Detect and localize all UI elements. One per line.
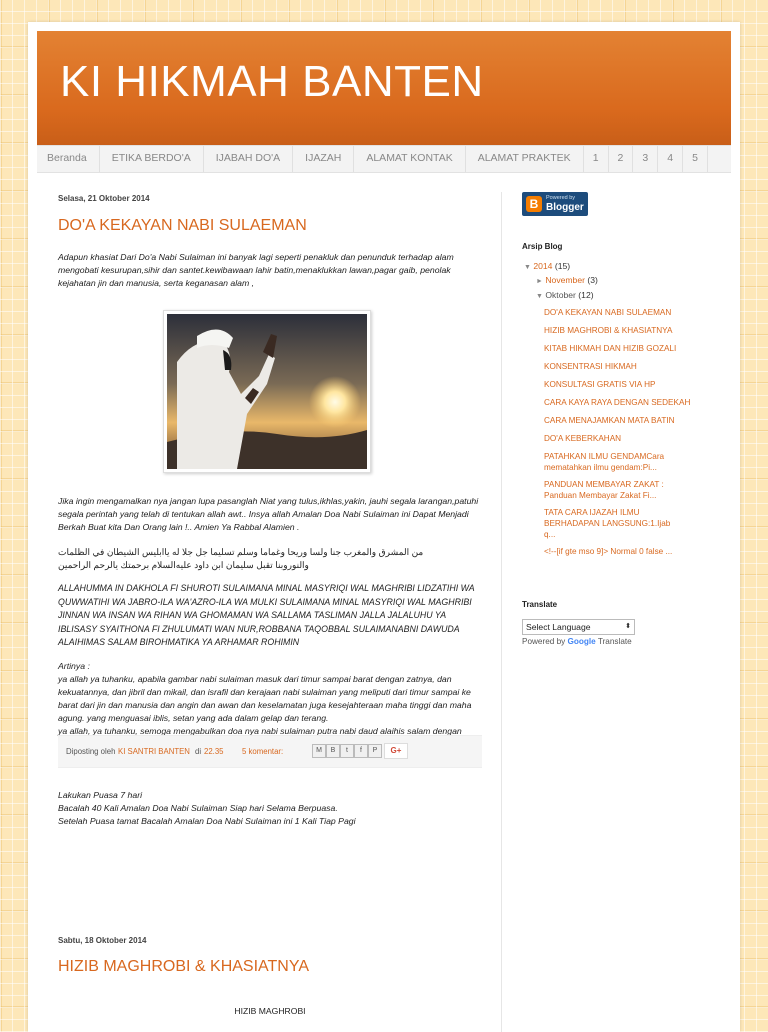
post-2-date: Sabtu, 18 Oktober 2014 [58,936,147,945]
tab-alamat-kontak[interactable]: ALAMAT KONTAK [354,146,465,172]
column-divider [501,192,502,1032]
dropdown-arrows-icon: ⬍ [625,623,631,630]
puasa-line-3: Setelah Puasa tamat Bacalah Amalan Doa Nabi Sulaiman ini 1 Kali Tiap Pagi [58,815,356,826]
powered-by-blogger-badge[interactable] [522,192,588,216]
powered-by-small: Powered by [546,195,576,201]
facebook-share-icon[interactable]: f [354,744,368,758]
translate-title: Translate [522,600,558,609]
google-logo-text[interactable]: Google [567,637,596,646]
archive-title: Arsip Blog [522,242,563,251]
archive-november[interactable]: November [545,275,585,285]
archive-november-count: (3) [587,275,598,285]
post-footer [58,735,482,768]
tab-page-5[interactable]: 5 [683,146,708,172]
tab-ijazah[interactable]: IJAZAH [293,146,354,172]
tab-etika-berdoa[interactable]: ETIKA BERDO'A [100,146,204,172]
arabic-line-2: والنوروبنا تقبل سليمان ابن داود عليه‌السلام برحمتك يالرحم الراحمين [58,560,309,570]
tab-page-2[interactable]: 2 [609,146,634,172]
archive-post-link[interactable]: PANDUAN MEMBAYAR ZAKAT : Panduan Membayar Zakat Fi... [544,480,664,500]
sidebar [522,192,722,649]
translate-word[interactable]: Translate [597,637,632,646]
archive-post-link[interactable]: DO'A KEKAYAN NABI SULAEMAN [544,308,672,317]
archive-post-link[interactable]: DO'A KEBERKAHAN [544,434,622,443]
post-image-frame[interactable] [163,310,371,473]
post-title[interactable]: DO'A KEKAYAN NABI SULAEMAN [58,217,307,234]
tab-page-1[interactable]: 1 [584,146,609,172]
post-paragraph-2: Jika ingin mengamalkan nya jangan lupa pasanglah Niat yang tulus,ikhlas,yakin, jauhi segala larangan,patuhi segala perintah yang telah di tentukan allah awt.. Insya allah Amalan Doa Nabi Sulaiman ini Dapat Menjadi Berkah Buat kita Dan Orang lain !.. Amien Ya Rabbal Alamien . [58,496,479,532]
post-2-first-line: HIZIB MAGHROBI [234,1006,306,1016]
blogger-icon: B [526,196,542,212]
archive-post-link[interactable]: CARA MENAJAMKAN MATA BATIN [544,416,675,425]
tab-page-3[interactable]: 3 [633,146,658,172]
page-container [28,22,740,1032]
doa-latin-text: ALLAHUMMA IN DAKHOLA FI SHUROTI SULAIMANA MINAL MASYRIQI WAL MAGHRIBI LIDZATIHI WA QUWWATIHI WA JABRO-ILA WA'AZRO-ILA WA MULKI SULAIMANA MINAL MASYRIQI WAL MAGHRIBI JINNAN WA INSAN WA RIHAN WA GHOMAMAN WA SALLAMA TASLIMAN JALLA JALALUHU YA IBLISASY SYAITHONA FI ZHULUMATI WAN NUR,ROBBANA TAQOBBAL SULAIMANABNI DAWUDA ALAIHIMAS SALAM BIROHMATIKA YA ARHAMAR ROHIMIN [58,583,475,647]
author-link[interactable]: KI SANTRI BANTEN [118,747,190,756]
post-time-link[interactable]: 22.35 [204,747,224,756]
email-share-icon[interactable]: M [312,744,326,758]
archive-post-link[interactable]: KITAB HIKMAH DAN HIZIB GOZALI [544,344,677,353]
at-label: di [195,747,202,756]
post-2 [58,934,482,1016]
select-language-label: Select Language [526,622,591,632]
blog-this-icon[interactable]: B [326,744,340,758]
archive-post-link[interactable]: PATAHKAN ILMU GENDAMCara mematahkan ilmu gendam:Pi... [544,452,665,472]
post-date: Selasa, 21 Oktober 2014 [58,194,150,203]
archive-post-link[interactable]: CARA KAYA RAYA DENGAN SEDEKAH [544,398,691,407]
archive-oktober-row[interactable] [536,290,594,300]
triangle-down-icon: ▼ [536,293,543,300]
tab-page-4[interactable]: 4 [658,146,683,172]
puasa-line-1: Lakukan Puasa 7 hari [58,789,143,800]
tab-alamat-praktek[interactable]: ALAMAT PRAKTEK [466,146,584,172]
translate-widget [522,609,722,649]
archive-oktober[interactable]: Oktober [545,290,576,300]
powered-by-text: Powered by [522,637,566,646]
archive-oktober-count: (12) [578,290,594,300]
tab-beranda[interactable]: Beranda [37,146,100,172]
archive-year-row[interactable] [524,261,570,271]
google-plus-button[interactable]: G+ [384,743,408,759]
archive-year-count: (15) [554,261,571,271]
post-2-title[interactable]: HIZIB MAGHROBI & KHASIATNYA [58,958,309,975]
powered-by-google-translate [522,637,632,646]
artinya-paragraph-2: ya allah, ya tuhanku, semoga mengabulkan doa nya nabi sulaiman putra nabi daud alaihis salam dengan [58,725,462,736]
post-intro: Adapun khasiat Dari Do'a Nabi Sulaiman ini banyak lagi seperti penakluk dan penunduk terhadap alam mengobati kesurupan,sihir dan santet.kewibawaan lahir batin,menaklukkan lawan,pagar gaib, penolak kejahatan jin dan manusia, serta keganasan alam , [58,252,454,288]
blog-title[interactable]: KI HIKMAH BANTEN [60,57,484,106]
pinterest-share-icon[interactable]: P [368,744,382,758]
comments-link[interactable]: 5 komentar: [242,747,284,756]
select-language-dropdown[interactable] [522,619,635,635]
posted-by-label: Diposting oleh [66,747,116,756]
archive-post-link[interactable]: HIZIB MAGHROBI & KHASIATNYA [544,326,673,335]
puasa-line-2: Bacalah 40 Kali Amalan Doa Nabi Sulaiman Siap hari Selama Berpuasa. [58,802,338,813]
main-column [58,192,482,828]
artinya-label: Artinya : [58,660,90,671]
archive-post-link[interactable]: KONSENTRASI HIKMAH [544,362,637,371]
blog-header [37,31,731,146]
archive-year[interactable]: 2014 [533,261,553,271]
archive-post-link[interactable]: TATA CARA IJAZAH ILMU BERHADAPAN LANGSUNG:1.Ijab q... [544,508,671,539]
archive-november-row[interactable] [536,275,598,285]
artinya-paragraph-1: ya allah ya tuhanku, apabila gambar nabi sulaiman masuk dari timur sampai barat dengan zatnya, dan kekuatannya, dan jibril dan mikail, dan israfil dan kerajaan nabi sulaiman yang meliputi dari timur sampai ke barat dari jin dan manusia dan angin dan awan dan keselamatan juga kesejahteraan maha tinggi dan maha agung. yang menguasai iblis, setan yang ada dalam gelap dan terang. [58,673,472,723]
archive-post-link[interactable]: KONSULTASI GRATIS VIA HP [544,380,656,389]
blog-archive [522,251,722,581]
praying-man-photo [167,314,367,469]
triangle-right-icon: ► [536,278,543,285]
page-tabs [37,145,731,173]
blogger-label: Blogger [546,202,584,213]
arabic-line-1: من المشرق والمغرب جنا ولسا وريحا وغماما وسلم تسليما جل جلا له ياابليس الشيطان في الظلمات [58,547,424,557]
tab-ijabah-doa[interactable]: IJABAH DO'A [204,146,293,172]
twitter-share-icon[interactable]: t [340,744,354,758]
archive-post-link[interactable]: <!--[if gte mso 9]> Normal 0 false ... [544,547,673,556]
triangle-down-icon: ▼ [524,264,531,271]
